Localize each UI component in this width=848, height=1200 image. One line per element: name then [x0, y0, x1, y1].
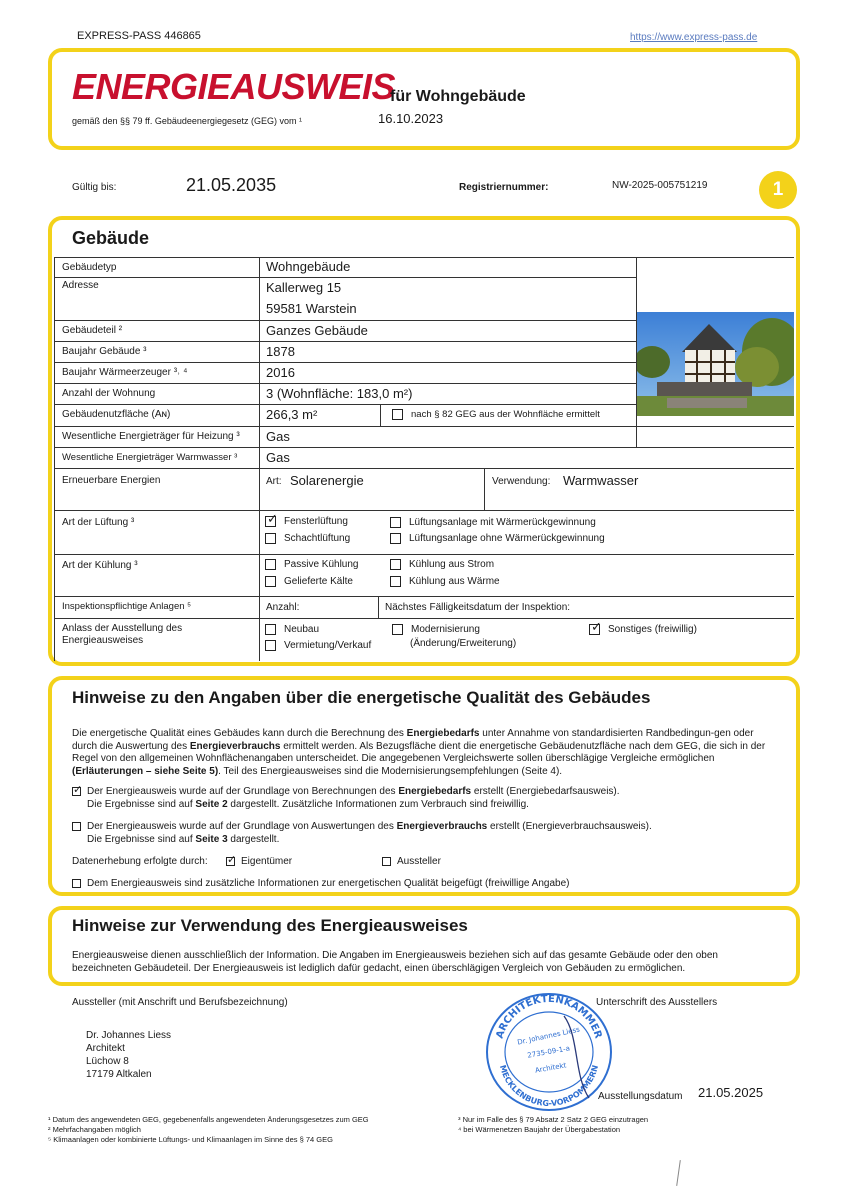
cool-delivered-checkbox[interactable] [265, 576, 276, 587]
ventilation-label: Art der Lüftung ³ [62, 517, 135, 528]
data-issuer-text: Aussteller [397, 856, 441, 867]
data-owner-text: Eigentümer [241, 856, 293, 867]
notes-p1-g: . Teil des Energieausweises sind die Modernisierungsempfehlungen (Seite 4). [218, 765, 563, 777]
demand-text-f: dargestellt. Zusätzliche Informationen zum Verbrauch sind freiwillig. [227, 798, 529, 810]
cool-heat-option[interactable] [390, 576, 500, 587]
notes-section [48, 676, 800, 896]
issuer-name: Dr. Johannes Liess [86, 1030, 172, 1041]
footnotes-right [458, 1115, 648, 1135]
document-subtitle: für Wohngebäude [390, 88, 526, 105]
issuer-street: Lüchow 8 [86, 1056, 129, 1067]
footnote-5: ⁵ Klimaanlagen oder kombinierte Lüftungs- und Klimaanlagen im Sinne des § 74 GEG [48, 1135, 333, 1144]
building-section-title: Gebäude [72, 228, 150, 248]
demand-text-d: Die Ergebnisse sind auf [87, 798, 196, 810]
occ-rent-sale-text: Vermietung/Verkauf [284, 640, 372, 652]
valid-label: Gültig bis: [72, 182, 117, 193]
vent-shaft-checkbox[interactable] [265, 533, 276, 544]
notes-p1-e: ermittelt werden. Als Bezugsfläche dient die energetische Gebäudenutzfläche nach dem GEG, die sich in der Regel von den allgemeinen Wohnflächenangaben unterscheidet. Die angegebenen Vergleichswerte sollen überschlägige Vergleiche ermöglichen [72, 740, 766, 764]
area-from-living-space-option[interactable] [392, 409, 600, 420]
area-from-living-space-text: nach § 82 GEG aus der Wohnfläche ermittelt [411, 409, 600, 421]
architect-stamp [479, 986, 619, 1114]
notes-p1-a: Die energetische Qualität eines Gebäudes kann durch die Berechnung des [72, 728, 407, 739]
building-part-label: Gebäudeteil ² [62, 325, 123, 336]
issue-date-label: Ausstellungsdatum [598, 1091, 683, 1102]
extra-info-checkbox[interactable] [72, 879, 81, 888]
stamp-role: Architekt [534, 1061, 567, 1075]
area-from-living-space-checkbox[interactable] [392, 409, 403, 420]
occasion-label-line1: Anlass der Ausstellung des [62, 623, 183, 634]
extra-info-option[interactable] [72, 878, 570, 891]
renewable-type-value: Solarenergie [290, 473, 364, 488]
occ-modernisation-option[interactable] [392, 624, 480, 635]
address-city: 59581 Warstein [266, 301, 357, 316]
valid-date: 21.05.2035 [186, 175, 277, 195]
renewable-use-label: Verwendung: [492, 476, 551, 487]
usage-section [48, 906, 800, 986]
usable-area-value: 266,3 m² [266, 407, 318, 422]
cooling-label: Art der Kühlung ³ [62, 560, 138, 571]
vent-window-option[interactable] [265, 516, 348, 527]
data-collection-label: Datenerhebung erfolgte durch: [72, 856, 208, 867]
consumption-text-c: erstellt (Energieverbrauchsausweis). [487, 821, 652, 832]
cool-delivered-option[interactable] [265, 576, 353, 587]
usable-area-label: Gebäudenutzfläche (Aɴ) [62, 409, 171, 420]
address-street: Kallerweg 15 [266, 280, 342, 295]
vent-shaft-text: Schachtlüftung [284, 533, 351, 545]
issuer-profession: Architekt [86, 1043, 125, 1054]
issuer-label: Aussteller (mit Anschrift und Berufsbezeichnung) [72, 997, 288, 1008]
document-title: ENERGIEAUSWEIS [72, 66, 396, 107]
notes-section-title: Hinweise zu den Angaben über die energetische Qualität des Gebäudes [72, 688, 651, 707]
vent-recovery-text: Lüftungsanlage mit Wärmerückgewinnung [409, 517, 596, 529]
occ-rent-sale-option[interactable] [265, 640, 371, 651]
heating-carrier-label: Wesentliche Energieträger für Heizung ³ [62, 431, 240, 442]
data-owner-checkbox[interactable] [226, 857, 235, 866]
inspection-label: Inspektionspflichtige Anlagen ⁵ [62, 601, 192, 612]
cool-passive-text: Passive Kühlung [284, 559, 359, 571]
demand-text-a: Der Energieausweis wurde auf der Grundlage von Berechnungen des [87, 786, 399, 797]
notes-p1-f: (Erläuterungen – siehe Seite 5) [72, 765, 219, 777]
building-type-value: Wohngebäude [266, 259, 351, 274]
footnote-3: ³ Nur im Falle des § 79 Absatz 2 Satz 2 GEG einzutragen [458, 1115, 649, 1124]
notes-p1-b: Energiebedarfs [406, 728, 480, 739]
building-type-label: Gebäudetyp [62, 262, 117, 273]
vent-recovery-option[interactable] [390, 517, 596, 528]
heater-year-label: Baujahr Wärmeerzeuger ³˒ ⁴ [62, 367, 188, 378]
signature-label: Unterschrift des Ausstellers [596, 997, 718, 1008]
notes-paragraph [72, 728, 777, 778]
occasion-label-line2: Energieausweises [62, 635, 144, 646]
usage-section-title: Hinweise zur Verwendung des Energieausweises [72, 916, 468, 935]
issuer-city: 17179 Altkalen [86, 1069, 152, 1080]
occ-other-option[interactable] [589, 624, 697, 635]
heater-year-value: 2016 [266, 365, 295, 380]
consumption-option[interactable] [72, 821, 772, 846]
footnote-4: ⁴ bei Wärmenetzen Baujahr der Übergabestation [458, 1125, 621, 1134]
law-reference: gemäß den §§ 79 ff. Gebäudeenergiegesetz (GEG) vom ¹ [72, 116, 302, 126]
footnote-1: ¹ Datum des angewendeten GEG, gegebenenfalls angewendeten Änderungsgesetzes zum GEG [48, 1115, 369, 1124]
notes-p1-c: unter Annahme von standardisierten Randbedingun-gen oder durch die Auswertung des [72, 728, 754, 752]
occ-new-build-checkbox[interactable] [265, 624, 276, 635]
page-number-badge: 1 [759, 171, 797, 209]
usage-text: Energieausweise dienen ausschließlich der Information. Die Angaben im Energieausweis beziehen sich auf das gesamte Gebäude oder den oben bezeichneten Gebäudeteil. Der Energieausweis ist lediglich dafür gedacht, einen überschlägigen Vergleich von Gebäuden zu ermöglichen. [72, 950, 718, 974]
cool-heat-checkbox[interactable] [390, 576, 401, 587]
vent-shaft-option[interactable] [265, 533, 350, 544]
occ-new-build-option[interactable] [265, 624, 319, 635]
data-issuer-checkbox[interactable] [382, 857, 391, 866]
occ-modernisation-subtext: (Änderung/Erweiterung) [410, 638, 517, 649]
registration-number: NW-2025-005751219 [612, 180, 708, 191]
vent-recovery-checkbox[interactable] [390, 517, 401, 528]
consumption-text-a: Der Energieausweis wurde auf der Grundlage von Auswertungen des [87, 821, 397, 832]
units-value: 3 (Wohnfläche: 183,0 m²) [266, 386, 413, 401]
cool-electric-option[interactable] [390, 559, 494, 570]
vent-window-text: Fensterlüftung [284, 516, 348, 528]
extra-info-text: Dem Energieausweis sind zusätzliche Informationen zur energetischen Qualität beigefügt (freiwillige Angabe) [87, 878, 570, 889]
occ-rent-sale-checkbox[interactable] [265, 640, 276, 651]
issuer-address [86, 1029, 171, 1081]
stamp-top-text: ARCHITEKTENKAMMER [494, 993, 604, 1040]
law-date: 16.10.2023 [378, 111, 444, 126]
occ-new-build-text: Neubau [284, 624, 320, 636]
occ-modernisation-text: Modernisierung [411, 624, 480, 636]
vent-no-recovery-option[interactable] [390, 533, 605, 544]
cool-electric-checkbox[interactable] [390, 559, 401, 570]
cool-heat-text: Kühlung aus Wärme [409, 576, 500, 588]
demand-option[interactable] [72, 786, 772, 811]
renewable-use-value: Warmwasser [563, 473, 639, 488]
title-box [48, 48, 800, 150]
issue-date-value: 21.05.2025 [698, 1085, 764, 1100]
consumption-text-e: Seite 3 [195, 833, 228, 845]
renewable-label: Erneuerbare Energien [62, 475, 161, 486]
building-photo [637, 312, 794, 416]
inspection-count-label: Anzahl: [266, 602, 300, 613]
vent-no-recovery-text: Lüftungsanlage ohne Wärmerückgewinnung [409, 533, 605, 545]
notes-p1-d: Energieverbrauchs [189, 740, 281, 752]
cool-passive-option[interactable] [265, 559, 359, 570]
vent-no-recovery-checkbox[interactable] [390, 533, 401, 544]
water-carrier-value: Gas [266, 450, 290, 465]
water-carrier-label: Wesentliche Energieträger Warmwasser ³ [62, 452, 238, 463]
address-label: Adresse [62, 280, 99, 291]
construction-year-value: 1878 [266, 344, 295, 359]
vent-window-checkbox[interactable] [265, 516, 276, 527]
consumption-text-f: dargestellt. [227, 833, 280, 845]
scan-mark [676, 1160, 681, 1186]
footnotes-left [48, 1115, 369, 1145]
stamp-name: Dr. Johannes Liess [516, 1025, 581, 1047]
stamp-registration: 2735-09-1-a [526, 1044, 571, 1060]
demand-text-e: Seite 2 [195, 798, 228, 810]
demand-checkbox[interactable] [72, 787, 81, 796]
cool-delivered-text: Gelieferte Kälte [284, 576, 353, 588]
data-issuer-option[interactable] [382, 856, 441, 869]
data-owner-option[interactable] [226, 856, 292, 869]
demand-text-b: Energiebedarfs [398, 786, 472, 797]
consumption-text-d: Die Ergebnisse sind auf [87, 833, 196, 845]
registration-label: Registriernummer: [459, 182, 549, 193]
building-part-value: Ganzes Gebäude [266, 323, 368, 338]
renewable-type-label: Art: [266, 476, 282, 487]
consumption-checkbox[interactable] [72, 822, 81, 831]
construction-year-label: Baujahr Gebäude ³ [62, 346, 147, 357]
occ-other-text: Sonstiges (freiwillig) [608, 624, 697, 636]
inspection-date-label: Nächstes Fälligkeitsdatum der Inspektion: [385, 602, 571, 613]
cool-passive-checkbox[interactable] [265, 559, 276, 570]
cool-electric-text: Kühlung aus Strom [409, 559, 495, 571]
heating-carrier-value: Gas [266, 429, 290, 444]
demand-text-c: erstellt (Energiebedarfsausweis). [471, 786, 620, 797]
occ-modernisation-checkbox[interactable] [392, 624, 403, 635]
stamp-bottom-text: MECKLENBURG-VORPOMMERN [497, 1063, 601, 1109]
pass-id: EXPRESS-PASS 446865 [77, 30, 201, 42]
occ-other-checkbox[interactable] [589, 624, 600, 635]
footnote-2: ² Mehrfachangaben möglich [48, 1125, 141, 1134]
consumption-text-b: Energieverbrauchs [396, 821, 488, 832]
website-link[interactable]: https://www.express-pass.de [630, 32, 758, 43]
units-label: Anzahl der Wohnung [62, 388, 156, 399]
